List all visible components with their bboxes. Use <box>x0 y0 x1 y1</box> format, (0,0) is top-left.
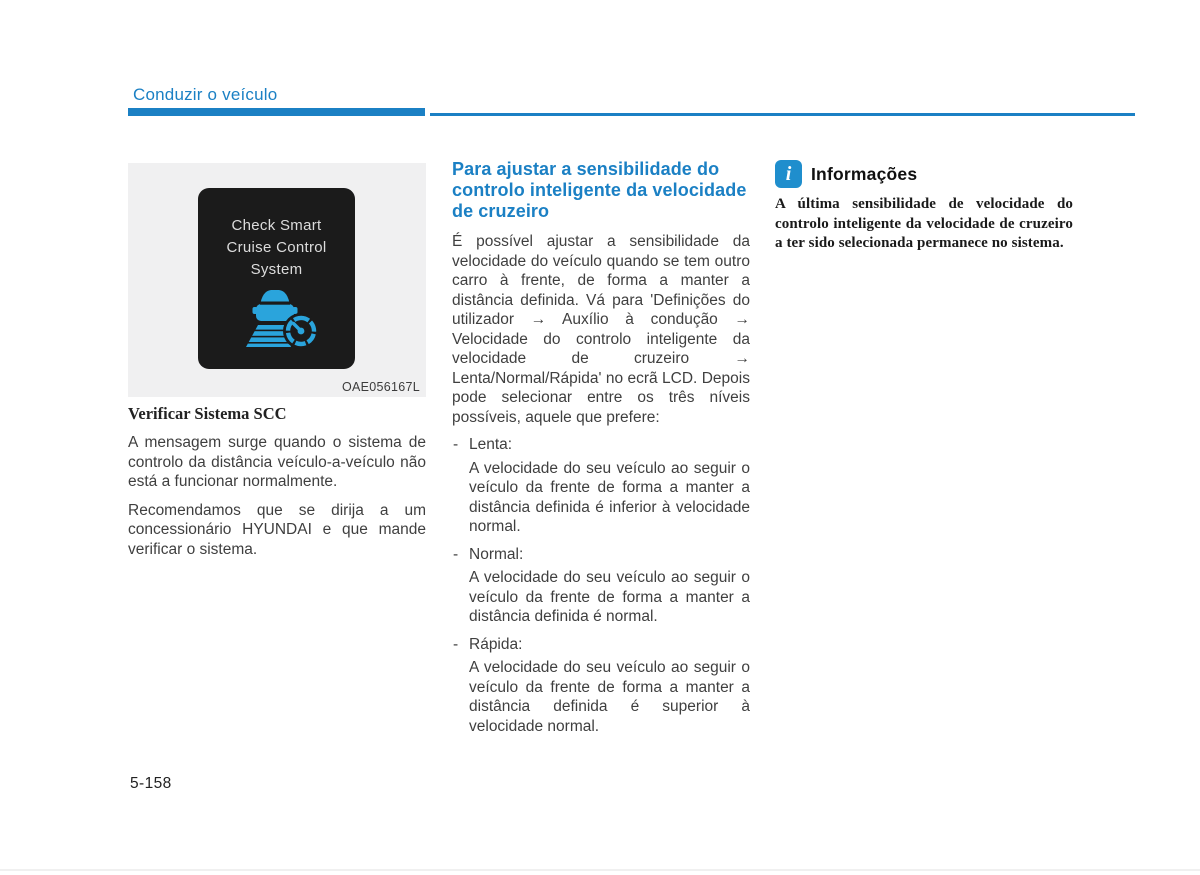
message-title: Verificar Sistema SCC <box>128 404 287 423</box>
list-description: A velocidade do seu veículo ao seguir o veículo da frente de forma a manter a distância definida é normal. <box>469 569 750 625</box>
section-title: Para ajustar a sensibilidade do controlo inteligente da velocidade de cruzeiro <box>452 159 747 221</box>
list-item <box>452 545 750 627</box>
cluster-message <box>226 215 326 281</box>
figure-scc-warning <box>128 163 426 397</box>
list-dash: - <box>453 545 459 563</box>
page-number: 5-158 <box>130 775 172 792</box>
list-term: Rápida: <box>469 635 523 653</box>
list-dash: - <box>453 436 459 453</box>
chapter-title: Conduzir o veículo <box>133 85 278 104</box>
list-term: Normal: <box>469 545 524 563</box>
smart-cruise-control-icon <box>243 285 321 349</box>
list-item <box>452 435 750 537</box>
paragraph: É possível ajustar a sensibilidade da velocidade do veículo quando se tem outro carro à frente, de forma a manter a distância definida. Vá para 'Definições do utilizador → Auxílio à condução → Velocidade do controlo inteligente da velocidade de cruzeiro → Lenta/Normal/Rápida' no ecrã LCD. Depois pode selecionar entre os três níveis possíveis, aquele que prefere: <box>452 233 750 426</box>
list-dash: - <box>453 635 459 653</box>
info-header <box>775 159 1073 189</box>
info-icon: i <box>775 160 802 188</box>
cluster-message-line: System <box>250 261 303 278</box>
list-description: A velocidade do seu veículo ao seguir o veículo da frente de forma a manter a distância definida é inferior à velocidade normal. <box>469 459 750 535</box>
middle-column <box>452 159 750 736</box>
sensitivity-list <box>452 435 750 736</box>
cluster-message-line: Check Smart <box>231 217 322 234</box>
paragraph: Recomendamos que se dirija a um concessionário HYUNDAI e que mande verificar o sistema. <box>128 501 426 558</box>
right-column <box>775 159 1073 254</box>
page-bottom-rule <box>0 869 1200 871</box>
paragraph: A mensagem surge quando o sistema de controlo da distância veículo-a-veículo não está a funcionar normalmente. <box>128 434 426 490</box>
left-column <box>128 163 426 559</box>
figure-code: OAE056167L <box>341 380 420 394</box>
header-rule <box>430 113 1135 116</box>
cluster-screen <box>198 188 355 369</box>
list-term: Lenta: <box>469 436 513 453</box>
cluster-message-line: Cruise Control <box>226 239 327 256</box>
list-item <box>452 635 750 737</box>
list-description: A velocidade do seu veículo ao seguir o veículo da frente de forma a manter a distância definida é superior à velocidade normal. <box>469 659 750 735</box>
header-accent-bar <box>128 108 425 116</box>
info-title: Informações <box>811 163 918 184</box>
info-note: A última sensibilidade de velocidade do controlo inteligente da velocidade de cruzeiro a ter sido selecionada permanece no sistema. <box>775 196 1073 251</box>
